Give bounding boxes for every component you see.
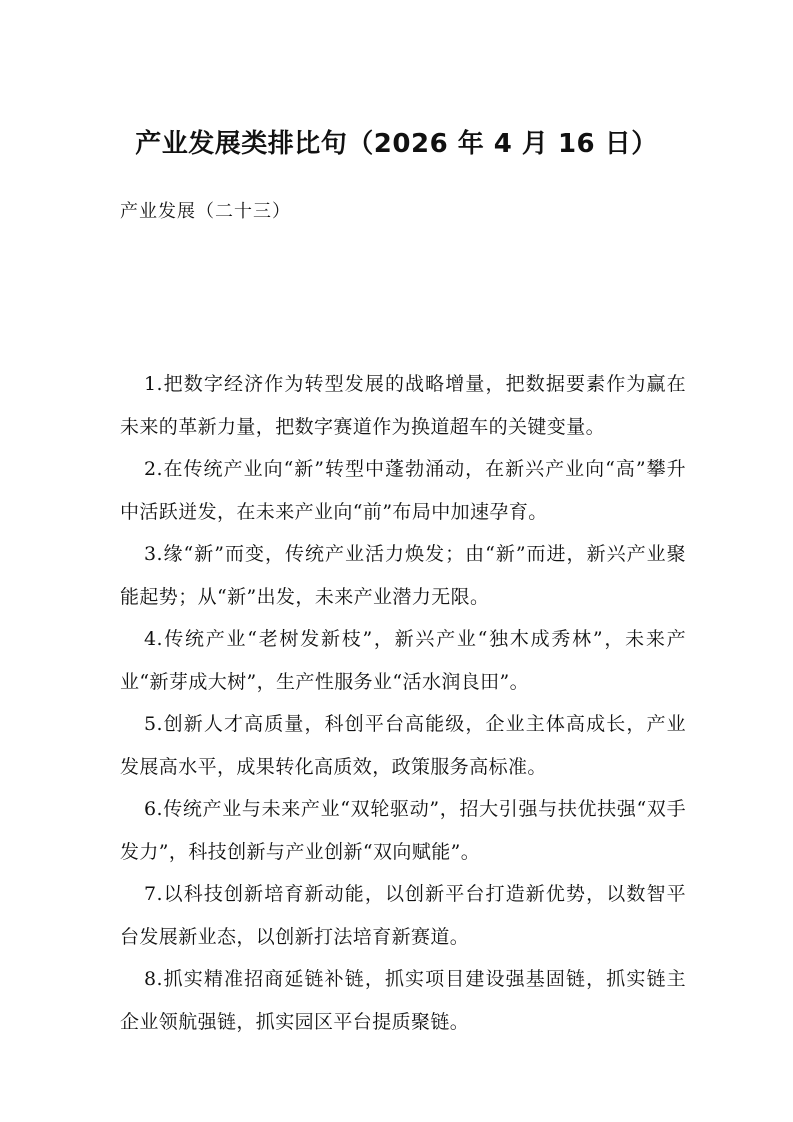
document-title: 产业发展类排比句（2026 年 4 月 16 日）: [135, 129, 658, 159]
paragraph-4: 4.传统产业“老树发新枝”，新兴产业“独木成秀林”，未来产业“新芽成大树”，生产性服务业“活水润良田”。: [120, 628, 686, 693]
paragraph-6: 6.传统产业与未来产业“双轮驱动”，招大引强与扶优扶强“双手发力”，科技创新与产业创新“双向赋能”。: [120, 798, 686, 863]
document-subtitle: 产业发展（二十三）: [120, 201, 291, 222]
paragraph-5: 5.创新人才高质量，科创平台高能级，企业主体高成长，产业发展高水平，成果转化高质效，政策服务高标准。: [120, 713, 686, 778]
paragraph-7: 7.以科技创新培育新动能，以创新平台打造新优势，以数智平台发展新业态，以创新打法培育新赛道。: [120, 883, 686, 948]
paragraph-8: 8.抓实精准招商延链补链，抓实项目建设强基固链，抓实链主企业领航强链，抓实园区平台提质聚链。: [120, 968, 686, 1033]
paragraph-3: 3.缘“新”而变，传统产业活力焕发；由“新”而进，新兴产业聚能起势；从“新”出发，未来产业潜力无限。: [120, 543, 686, 608]
document-body: [120, 363, 686, 1043]
paragraph-1: 1.把数字经济作为转型发展的战略增量，把数据要素作为赢在未来的革新力量，把数字赛道作为换道超车的关键变量。: [120, 373, 686, 438]
paragraph-2: 2.在传统产业向“新”转型中蓬勃涌动，在新兴产业向“高”攀升中活跃迸发，在未来产业向“前”布局中加速孕育。: [120, 458, 686, 523]
